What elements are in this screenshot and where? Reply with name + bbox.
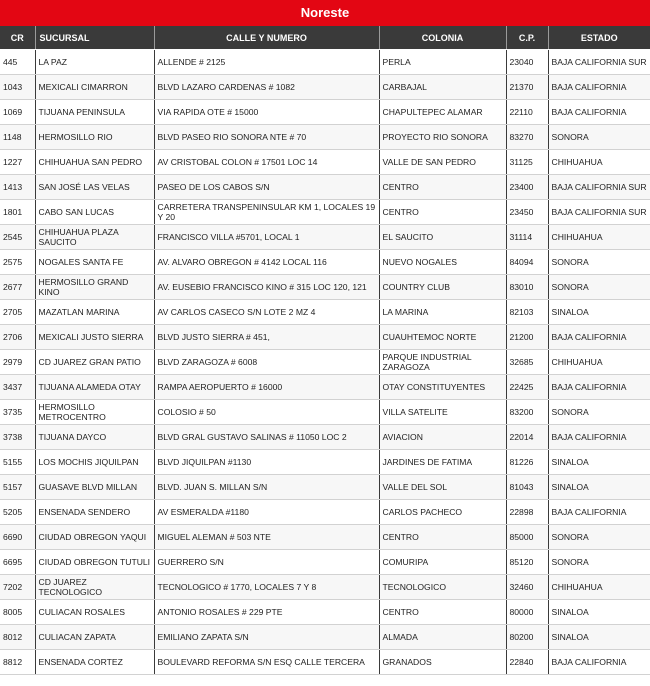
table-body <box>0 50 650 675</box>
cell-cr: 1069 <box>0 100 35 125</box>
cell-calle: BLVD. JUAN S. MILLAN S/N <box>154 475 379 500</box>
cell-cr: 5205 <box>0 500 35 525</box>
table-row <box>0 425 650 450</box>
header-sucursal: SUCURSAL <box>35 26 154 50</box>
cell-colonia: GRANADOS <box>379 650 506 675</box>
cell-estado: BAJA CALIFORNIA <box>548 425 650 450</box>
cell-cr: 3437 <box>0 375 35 400</box>
cell-cp: 85000 <box>506 525 548 550</box>
cell-sucursal: TIJUANA DAYCO <box>35 425 154 450</box>
cell-cp: 85120 <box>506 550 548 575</box>
cell-cr: 8005 <box>0 600 35 625</box>
header-cr: CR <box>0 26 35 50</box>
table-row <box>0 500 650 525</box>
cell-calle: BLVD ZARAGOZA # 6008 <box>154 350 379 375</box>
cell-cp: 81226 <box>506 450 548 475</box>
cell-colonia: COUNTRY CLUB <box>379 275 506 300</box>
cell-colonia: VALLE DEL SOL <box>379 475 506 500</box>
cell-sucursal: CD JUAREZ GRAN PATIO <box>35 350 154 375</box>
cell-cp: 23450 <box>506 200 548 225</box>
cell-sucursal: CABO SAN LUCAS <box>35 200 154 225</box>
cell-sucursal: ENSENADA SENDERO <box>35 500 154 525</box>
branch-table <box>0 26 650 675</box>
cell-cp: 83200 <box>506 400 548 425</box>
table-row <box>0 300 650 325</box>
table-row <box>0 100 650 125</box>
cell-sucursal: CIUDAD OBREGON YAQUI <box>35 525 154 550</box>
cell-cr: 6695 <box>0 550 35 575</box>
cell-calle: ANTONIO ROSALES # 229 PTE <box>154 600 379 625</box>
cell-sucursal: LA PAZ <box>35 50 154 75</box>
cell-estado: SINALOA <box>548 300 650 325</box>
cell-sucursal: CD JUAREZ TECNOLOGICO <box>35 575 154 600</box>
cell-sucursal: CHIHUAHUA PLAZA SAUCITO <box>35 225 154 250</box>
table-row <box>0 175 650 200</box>
table-row <box>0 450 650 475</box>
cell-colonia: TECNOLOGICO <box>379 575 506 600</box>
cell-cp: 23400 <box>506 175 548 200</box>
cell-estado: BAJA CALIFORNIA <box>548 75 650 100</box>
cell-calle: VIA RAPIDA OTE # 15000 <box>154 100 379 125</box>
cell-colonia: EL SAUCITO <box>379 225 506 250</box>
cell-cr: 3735 <box>0 400 35 425</box>
cell-cp: 22014 <box>506 425 548 450</box>
cell-sucursal: HERMOSILLO RIO <box>35 125 154 150</box>
cell-sucursal: CULIACAN ZAPATA <box>35 625 154 650</box>
cell-cr: 2705 <box>0 300 35 325</box>
table-header-row <box>0 26 650 50</box>
cell-colonia: CENTRO <box>379 200 506 225</box>
cell-cp: 32460 <box>506 575 548 600</box>
cell-estado: SINALOA <box>548 450 650 475</box>
cell-cp: 32685 <box>506 350 548 375</box>
cell-calle: FRANCISCO VILLA #5701, LOCAL 1 <box>154 225 379 250</box>
table-row <box>0 200 650 225</box>
cell-estado: BAJA CALIFORNIA <box>548 100 650 125</box>
cell-sucursal: CIUDAD OBREGON TUTULI <box>35 550 154 575</box>
cell-calle: AV. EUSEBIO FRANCISCO KINO # 315 LOC 120, 121 <box>154 275 379 300</box>
cell-calle: BLVD PASEO RIO SONORA NTE # 70 <box>154 125 379 150</box>
cell-calle: EMILIANO ZAPATA S/N <box>154 625 379 650</box>
cell-sucursal: MEXICALI JUSTO SIERRA <box>35 325 154 350</box>
cell-calle: AV CRISTOBAL COLON # 17501 LOC 14 <box>154 150 379 175</box>
cell-colonia: VILLA SATELITE <box>379 400 506 425</box>
table-row <box>0 650 650 675</box>
cell-cp: 22840 <box>506 650 548 675</box>
cell-colonia: CENTRO <box>379 175 506 200</box>
cell-sucursal: HERMOSILLO GRAND KINO <box>35 275 154 300</box>
cell-cp: 22425 <box>506 375 548 400</box>
cell-estado: SINALOA <box>548 475 650 500</box>
cell-estado: BAJA CALIFORNIA <box>548 375 650 400</box>
cell-estado: SINALOA <box>548 625 650 650</box>
table-row <box>0 350 650 375</box>
cell-estado: SONORA <box>548 275 650 300</box>
cell-estado: SONORA <box>548 550 650 575</box>
cell-cr: 2575 <box>0 250 35 275</box>
cell-cp: 21370 <box>506 75 548 100</box>
cell-calle: TECNOLOGICO # 1770, LOCALES 7 Y 8 <box>154 575 379 600</box>
cell-cr: 2677 <box>0 275 35 300</box>
cell-calle: AV CARLOS CASECO S/N LOTE 2 MZ 4 <box>154 300 379 325</box>
cell-calle: PASEO DE LOS CABOS S/N <box>154 175 379 200</box>
cell-colonia: AVIACION <box>379 425 506 450</box>
cell-estado: BAJA CALIFORNIA SUR <box>548 50 650 75</box>
cell-cr: 2706 <box>0 325 35 350</box>
cell-estado: SINALOA <box>548 600 650 625</box>
cell-sucursal: MEXICALI CIMARRON <box>35 75 154 100</box>
cell-calle: COLOSIO # 50 <box>154 400 379 425</box>
cell-cr: 1148 <box>0 125 35 150</box>
cell-cp: 82103 <box>506 300 548 325</box>
table-row <box>0 125 650 150</box>
cell-colonia: NUEVO NOGALES <box>379 250 506 275</box>
cell-cr: 8012 <box>0 625 35 650</box>
cell-cp: 84094 <box>506 250 548 275</box>
cell-calle: RAMPA AEROPUERTO # 16000 <box>154 375 379 400</box>
cell-cp: 80200 <box>506 625 548 650</box>
cell-estado: CHIHUAHUA <box>548 575 650 600</box>
table-row <box>0 600 650 625</box>
cell-cp: 23040 <box>506 50 548 75</box>
cell-cr: 1413 <box>0 175 35 200</box>
table-row <box>0 525 650 550</box>
cell-cr: 445 <box>0 50 35 75</box>
cell-colonia: PERLA <box>379 50 506 75</box>
cell-estado: BAJA CALIFORNIA SUR <box>548 200 650 225</box>
cell-estado: SONORA <box>548 525 650 550</box>
header-colonia: COLONIA <box>379 26 506 50</box>
table-row <box>0 150 650 175</box>
cell-sucursal: GUASAVE BLVD MILLAN <box>35 475 154 500</box>
cell-cr: 3738 <box>0 425 35 450</box>
cell-estado: SONORA <box>548 125 650 150</box>
cell-cp: 21200 <box>506 325 548 350</box>
cell-colonia: VALLE DE SAN PEDRO <box>379 150 506 175</box>
cell-estado: CHIHUAHUA <box>548 225 650 250</box>
cell-cr: 1801 <box>0 200 35 225</box>
table-row <box>0 625 650 650</box>
table-row <box>0 225 650 250</box>
cell-estado: BAJA CALIFORNIA <box>548 325 650 350</box>
cell-sucursal: ENSENADA CORTEZ <box>35 650 154 675</box>
cell-colonia: CENTRO <box>379 600 506 625</box>
table-row <box>0 50 650 75</box>
table-row <box>0 475 650 500</box>
cell-sucursal: HERMOSILLO METROCENTRO <box>35 400 154 425</box>
cell-sucursal: MAZATLAN MARINA <box>35 300 154 325</box>
table-row <box>0 275 650 300</box>
cell-sucursal: SAN JOSÉ LAS VELAS <box>35 175 154 200</box>
cell-sucursal: TIJUANA PENINSULA <box>35 100 154 125</box>
cell-cp: 22898 <box>506 500 548 525</box>
cell-cp: 83270 <box>506 125 548 150</box>
region-title: Noreste <box>0 0 650 26</box>
cell-calle: ALLENDE # 2125 <box>154 50 379 75</box>
cell-calle: BLVD JIQUILPAN #1130 <box>154 450 379 475</box>
cell-cp: 81043 <box>506 475 548 500</box>
cell-calle: AV ESMERALDA #1180 <box>154 500 379 525</box>
cell-cr: 5155 <box>0 450 35 475</box>
cell-colonia: PARQUE INDUSTRIAL ZARAGOZA <box>379 350 506 375</box>
cell-estado: SONORA <box>548 250 650 275</box>
cell-cp: 22110 <box>506 100 548 125</box>
cell-colonia: PROYECTO RIO SONORA <box>379 125 506 150</box>
table-row <box>0 575 650 600</box>
cell-calle: MIGUEL ALEMAN # 503 NTE <box>154 525 379 550</box>
cell-estado: BAJA CALIFORNIA <box>548 500 650 525</box>
cell-sucursal: NOGALES SANTA FE <box>35 250 154 275</box>
cell-cp: 80000 <box>506 600 548 625</box>
table-row <box>0 400 650 425</box>
cell-cr: 1227 <box>0 150 35 175</box>
cell-cp: 83010 <box>506 275 548 300</box>
header-estado: ESTADO <box>548 26 650 50</box>
header-cp: C.P. <box>506 26 548 50</box>
cell-calle: BLVD LAZARO CARDENAS # 1082 <box>154 75 379 100</box>
cell-estado: BAJA CALIFORNIA SUR <box>548 175 650 200</box>
cell-calle: CARRETERA TRANSPENINSULAR KM 1, LOCALES 19 Y 20 <box>154 200 379 225</box>
cell-colonia: JARDINES DE FATIMA <box>379 450 506 475</box>
cell-colonia: CARBAJAL <box>379 75 506 100</box>
cell-sucursal: CHIHUAHUA SAN PEDRO <box>35 150 154 175</box>
cell-cr: 2979 <box>0 350 35 375</box>
cell-colonia: ALMADA <box>379 625 506 650</box>
cell-cr: 1043 <box>0 75 35 100</box>
cell-colonia: CHAPULTEPEC ALAMAR <box>379 100 506 125</box>
table-row <box>0 75 650 100</box>
cell-sucursal: CULIACAN ROSALES <box>35 600 154 625</box>
cell-estado: BAJA CALIFORNIA <box>548 650 650 675</box>
cell-colonia: LA MARINA <box>379 300 506 325</box>
cell-colonia: OTAY CONSTITUYENTES <box>379 375 506 400</box>
cell-estado: CHIHUAHUA <box>548 150 650 175</box>
cell-calle: AV. ALVARO OBREGON # 4142 LOCAL 116 <box>154 250 379 275</box>
cell-calle: BLVD JUSTO SIERRA # 451, <box>154 325 379 350</box>
table-row <box>0 375 650 400</box>
cell-estado: CHIHUAHUA <box>548 350 650 375</box>
cell-colonia: CUAUHTEMOC NORTE <box>379 325 506 350</box>
cell-cp: 31125 <box>506 150 548 175</box>
table-row <box>0 550 650 575</box>
cell-colonia: COMURIPA <box>379 550 506 575</box>
cell-cr: 6690 <box>0 525 35 550</box>
table-row <box>0 325 650 350</box>
cell-colonia: CARLOS PACHECO <box>379 500 506 525</box>
cell-sucursal: TIJUANA ALAMEDA OTAY <box>35 375 154 400</box>
header-calle: CALLE Y NUMERO <box>154 26 379 50</box>
cell-cr: 2545 <box>0 225 35 250</box>
cell-sucursal: LOS MOCHIS JIQUILPAN <box>35 450 154 475</box>
cell-cr: 7202 <box>0 575 35 600</box>
cell-colonia: CENTRO <box>379 525 506 550</box>
cell-calle: BOULEVARD REFORMA S/N ESQ CALLE TERCERA <box>154 650 379 675</box>
cell-cr: 8812 <box>0 650 35 675</box>
cell-estado: SONORA <box>548 400 650 425</box>
cell-calle: GUERRERO S/N <box>154 550 379 575</box>
cell-cp: 31114 <box>506 225 548 250</box>
cell-cr: 5157 <box>0 475 35 500</box>
table-row <box>0 250 650 275</box>
cell-calle: BLVD GRAL GUSTAVO SALINAS # 11050 LOC 2 <box>154 425 379 450</box>
